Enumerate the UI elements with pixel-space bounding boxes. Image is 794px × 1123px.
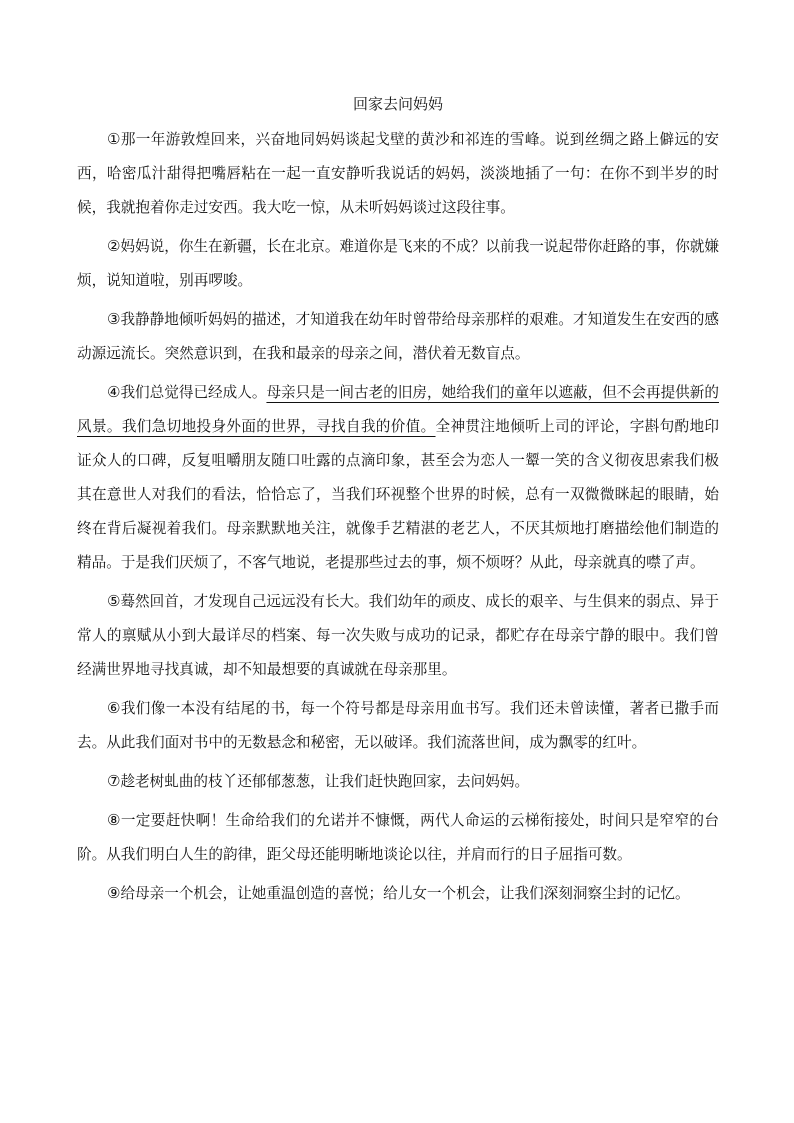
paragraph-8 <box>77 803 719 872</box>
paragraph-text: 我静静地倾听妈妈的描述，才知道我在幼年时曾带给母亲那样的艰难。才知道发生在安西的感动源远流长。突然意识到，在我和最亲的母亲之间，潜伏着无数盲点。 <box>77 311 719 362</box>
paragraph-6 <box>77 691 719 760</box>
paragraph-text: 趁老树虬曲的枝丫还郁郁葱葱，让我们赶快跑回家，去问妈妈。 <box>120 773 530 790</box>
paragraph-number: ⑦ <box>107 772 121 790</box>
underlined-sentence: 母亲只是一间古老的旧房，她给我们的童年以遮蔽，但不会再提供新的风景。我们急切地投身外面的世界，寻找自我的价值。 <box>77 384 719 435</box>
paragraph-text: 妈妈说，你生在新疆，长在北京。难道你是飞来的不成？以前我一说起带你赶路的事，你就嫌烦，说知道啦，别再啰唆。 <box>77 238 719 289</box>
document-page <box>77 92 719 915</box>
paragraph-text-continued: 全神贯注地倾听上司的评论，字斟句酌地印证众人的口碑，反复咀嚼朋友随口吐露的点滴印象，甚至会为恋人一颦一笑的含义彻夜思索我们极其在意世人对我们的看法，恰恰忘了，当我们环视整个世界的时候，总有一双微微眯起的眼睛，始终在背后凝视着我们。母亲默默地关注，就像手艺精湛的老艺人，不厌其烦地打磨描绘他们制造的精品。于是我们厌烦了，不客气地说，老提那些过去的事，烦不烦呀？从此，母亲就真的噤了声。 <box>77 418 719 571</box>
paragraph-text: 蓦然回首，才发现自己远远没有长大。我们幼年的顽皮、成长的艰辛、与生俱来的弱点、异于常人的禀赋从小到大最详尽的档案、每一次失败与成功的记录，都贮存在母亲宁静的眼中。我们曾经满世界地寻找真诚，却不知最想要的真诚就在母亲那里。 <box>77 593 719 678</box>
paragraph-5 <box>77 584 719 687</box>
paragraph-9 <box>77 876 719 911</box>
paragraph-3 <box>77 302 719 371</box>
paragraph-number: ② <box>107 237 121 255</box>
paragraph-text: 我们总觉得已经成人。 <box>120 384 267 401</box>
paragraph-number: ⑤ <box>107 592 121 610</box>
paragraph-number: ⑥ <box>107 699 121 717</box>
paragraph-number: ⑨ <box>107 884 121 902</box>
paragraph-text: 那一年游敦煌回来，兴奋地同妈妈谈起戈壁的黄沙和祁连的雪峰。说到丝绸之路上僻远的安西，哈密瓜汁甜得把嘴唇粘在一起一直安静听我说话的妈妈，淡淡地插了一句：在你不到半岁的时候，我就抱着你走过安西。我大吃一惊，从未听妈妈谈过这段往事。 <box>77 131 719 216</box>
paragraph-text: 给母亲一个机会，让她重温创造的喜悦；给儿女一个机会，让我们深刻洞察尘封的记忆。 <box>120 885 690 902</box>
paragraph-4 <box>77 375 719 580</box>
paragraph-number: ③ <box>107 310 121 328</box>
paragraph-2 <box>77 229 719 298</box>
paragraph-number: ④ <box>107 383 121 401</box>
paragraph-number: ① <box>107 130 121 148</box>
paragraph-7 <box>77 764 719 799</box>
paragraph-text: 我们像一本没有结尾的书，每一个符号都是母亲用血书写。我们还未曾读懂，著者已撒手而去。从此我们面对书中的无数悬念和秘密，无以破译。我们流落世间，成为飘零的红叶。 <box>77 700 719 751</box>
paragraph-text: 一定要赶快啊！生命给我们的允诺并不慷慨，两代人命运的云梯衔接处，时间只是窄窄的台阶。从我们明白人生的韵律，距父母还能明晰地谈论以往，并肩而行的日子屈指可数。 <box>77 812 719 863</box>
paragraph-1 <box>77 122 719 225</box>
paragraph-number: ⑧ <box>107 811 121 829</box>
document-title: 回家去问妈妈 <box>352 95 443 113</box>
